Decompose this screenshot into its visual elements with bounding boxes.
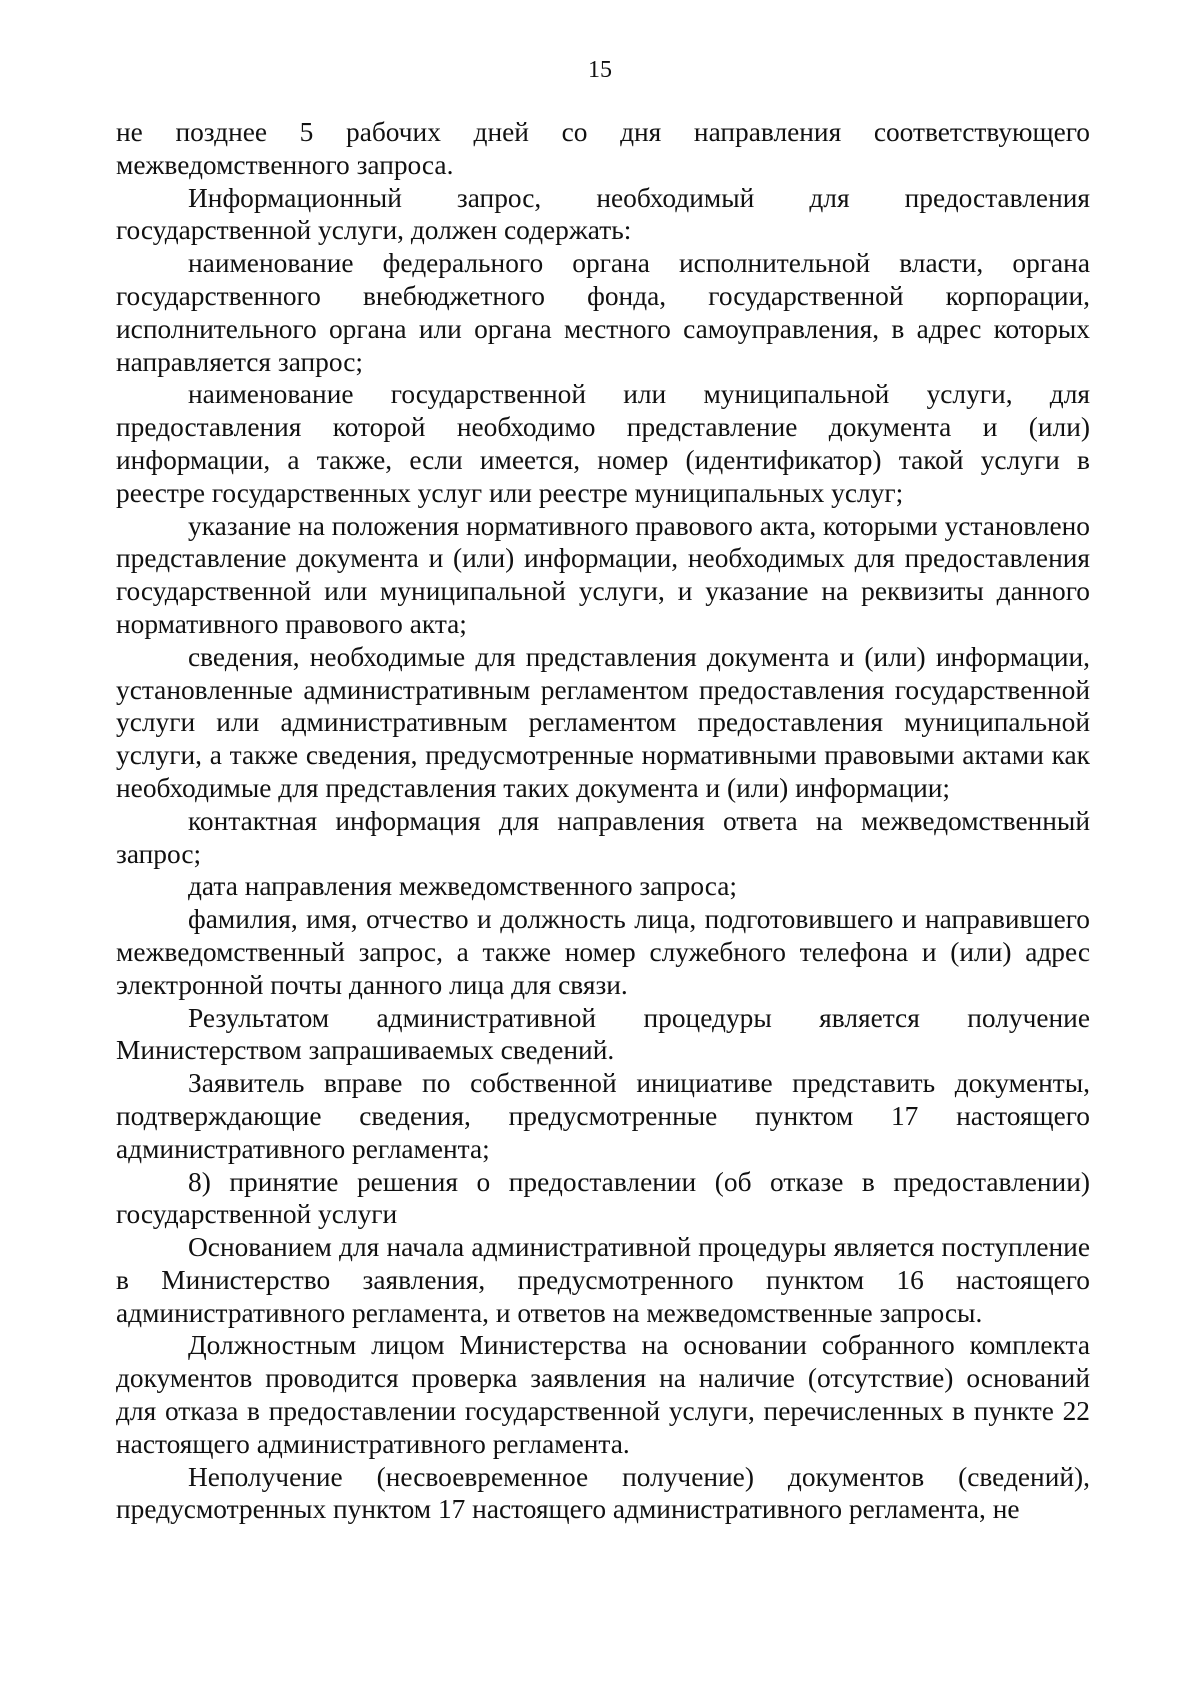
paragraph-item-8-decision: 8) принятие решения о предоставлении (об отказе в предоставлении) государственной услуги [116,1166,1090,1230]
paragraph-application-check: Должностным лицом Министерства на основании собранного комплекта документов проводится проверка заявления на наличие (отсутствие) оснований для отказа в предоставлении государственной услуги, перечисленных в пункте 22 настоящего административного регламента. [116,1330,1090,1459]
page-number: 15 [588,57,612,83]
paragraph-legal-act-reference: указание на положения нормативного правового акта, которыми установлено представление документа и (или) информации, необходимых для предоставления государственной или муниципальной услуги, и указание на реквизиты данного нормативного правового акта; [116,510,1090,639]
paragraph-info-request-intro: Информационный запрос, необходимый для предоставления государственной услуги, должен содержать: [116,182,1090,246]
paragraph-non-receipt: Неполучение (несвоевременное получение) документов (сведений), предусмотренных пунктом 17 настоящего административного регламента, не [116,1461,1090,1525]
paragraph-required-information: сведения, необходимые для представления документа и (или) информации, установленные административным регламентом предоставления государственной услуги или административным регламентом предоставления муниципальной услуги, а также сведения, предусмотренные нормативными правовыми актами как необходимые для представления таких документа и (или) информации; [116,641,1090,803]
paragraph-service-name: наименование государственной или муниципальной услуги, для предоставления которой необходимо представление документа и (или) информации, а также, если имеется, номер (идентификатор) такой услуги в реестре государственных услуг или реестре муниципальных услуг; [116,379,1090,508]
paragraph-procedure-result: Результатом административной процедуры является получение Министерством запрашиваемых сведений. [116,1002,1090,1066]
paragraph-request-date: дата направления межведомственного запроса; [188,871,738,902]
paragraph-authority-name: наименование федерального органа исполнительной власти, органа государственного внебюджетного фонда, государственной корпорации, исполнительного органа или органа местного самоуправления, в адрес которых направляется запрос; [116,248,1090,377]
paragraph-procedure-basis: Основанием для начала административной процедуры является поступление в Министерство заявления, предусмотренного пунктом 16 настоящего административного регламента, и ответов на межведомственные запросы. [116,1232,1090,1328]
document-body [116,116,1090,1526]
paragraph-contact-info: контактная информация для направления ответа на межведомственный запрос; [116,805,1090,869]
paragraph-applicant-right: Заявитель вправе по собственной инициативе представить документы, подтверждающие сведения, предусмотренные пунктом 17 настоящего административного регламента; [116,1068,1090,1164]
paragraph-continuation: не позднее 5 рабочих дней со дня направления соответствующего межведомственного запроса. [116,117,1090,180]
paragraph-responsible-person: фамилия, имя, отчество и должность лица, подготовившего и направившего межведомственный запрос, а также номер служебного телефона и (или) адрес электронной почты данного лица для связи. [116,904,1090,1000]
